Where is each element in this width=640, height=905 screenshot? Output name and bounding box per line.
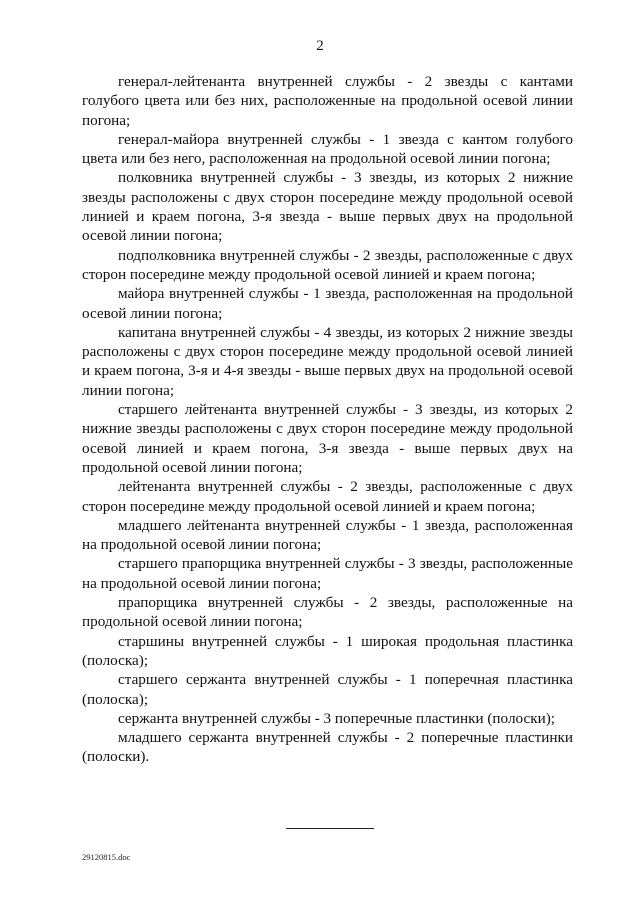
- paragraph-major: майора внутренней службы - 1 звезда, расположенная на продольной осевой линии погона;: [82, 285, 573, 322]
- paragraph-captain: капитана внутренней службы - 4 звезды, из которых 2 нижние звезды расположены с двух сторон посередине между продольной осевой линией и краем погона, 3-я и 4-я звезды - выше первых двух на продольной осевой линии погона;: [82, 323, 573, 399]
- file-reference: 29120815.doc: [82, 852, 131, 862]
- paragraph-junior-lieutenant: младшего лейтенанта внутренней службы - 1 звезда, расположенная на продольной осевой линии погона;: [82, 516, 573, 554]
- paragraph-lieutenant-general: генерал-лейтенанта внутренней службы - 2 звезды с кантами голубого цвета или без них, расположенные на продольной осевой линии погона;: [82, 73, 573, 129]
- paragraph-senior-warrant-officer: старшего прапорщика внутренней службы - 3 звезды, расположенные на продольной осевой линии погона;: [82, 555, 573, 592]
- paragraph-warrant-officer: прапорщика внутренней службы - 2 звезды, расположенные на продольной осевой линии погона;: [82, 594, 573, 631]
- paragraph-sergeant: сержанта внутренней службы - 3 поперечные пластинки (полоски);: [118, 709, 556, 727]
- paragraph-junior-sergeant: младшего сержанта внутренней службы - 2 поперечные пластинки (полоски).: [82, 729, 573, 766]
- paragraph-senior-lieutenant: старшего лейтенанта внутренней службы - 3 звезды, из которых 2 нижние звезды расположены с двух сторон посередине между продольной осевой линией и краем погона, 3-я звезда - выше первых двух на продольной осевой линии погона;: [82, 401, 573, 476]
- paragraph-lieutenant: лейтенанта внутренней службы - 2 звезды, расположенные с двух сторон посередине между продольной осевой линией и краем погона;: [82, 478, 573, 515]
- page-number: 2: [316, 38, 324, 54]
- document-body: [82, 72, 573, 767]
- paragraph-colonel: полковника внутренней службы - 3 звезды, из которых 2 нижние звезды расположены с двух сторон посередине между продольной осевой линией и краем погона, 3-я звезда - выше первых двух на продольной осевой линии погона;: [82, 169, 573, 245]
- end-separator-line: [286, 828, 374, 829]
- paragraph-major-general: генерал-майора внутренней службы - 1 звезда с кантом голубого цвета или без него, расположенная на продольной осевой линии погона;: [82, 130, 573, 168]
- paragraph-lieutenant-colonel: подполковника внутренней службы - 2 звезды, расположенные с двух сторон посередине между продольной осевой линией и краем погона;: [82, 246, 573, 283]
- paragraph-sergeant-major: старшины внутренней службы - 1 широкая продольная пластинка (полоска);: [82, 632, 573, 669]
- paragraph-senior-sergeant: старшего сержанта внутренней службы - 1 поперечная пластинка (полоска);: [82, 671, 573, 708]
